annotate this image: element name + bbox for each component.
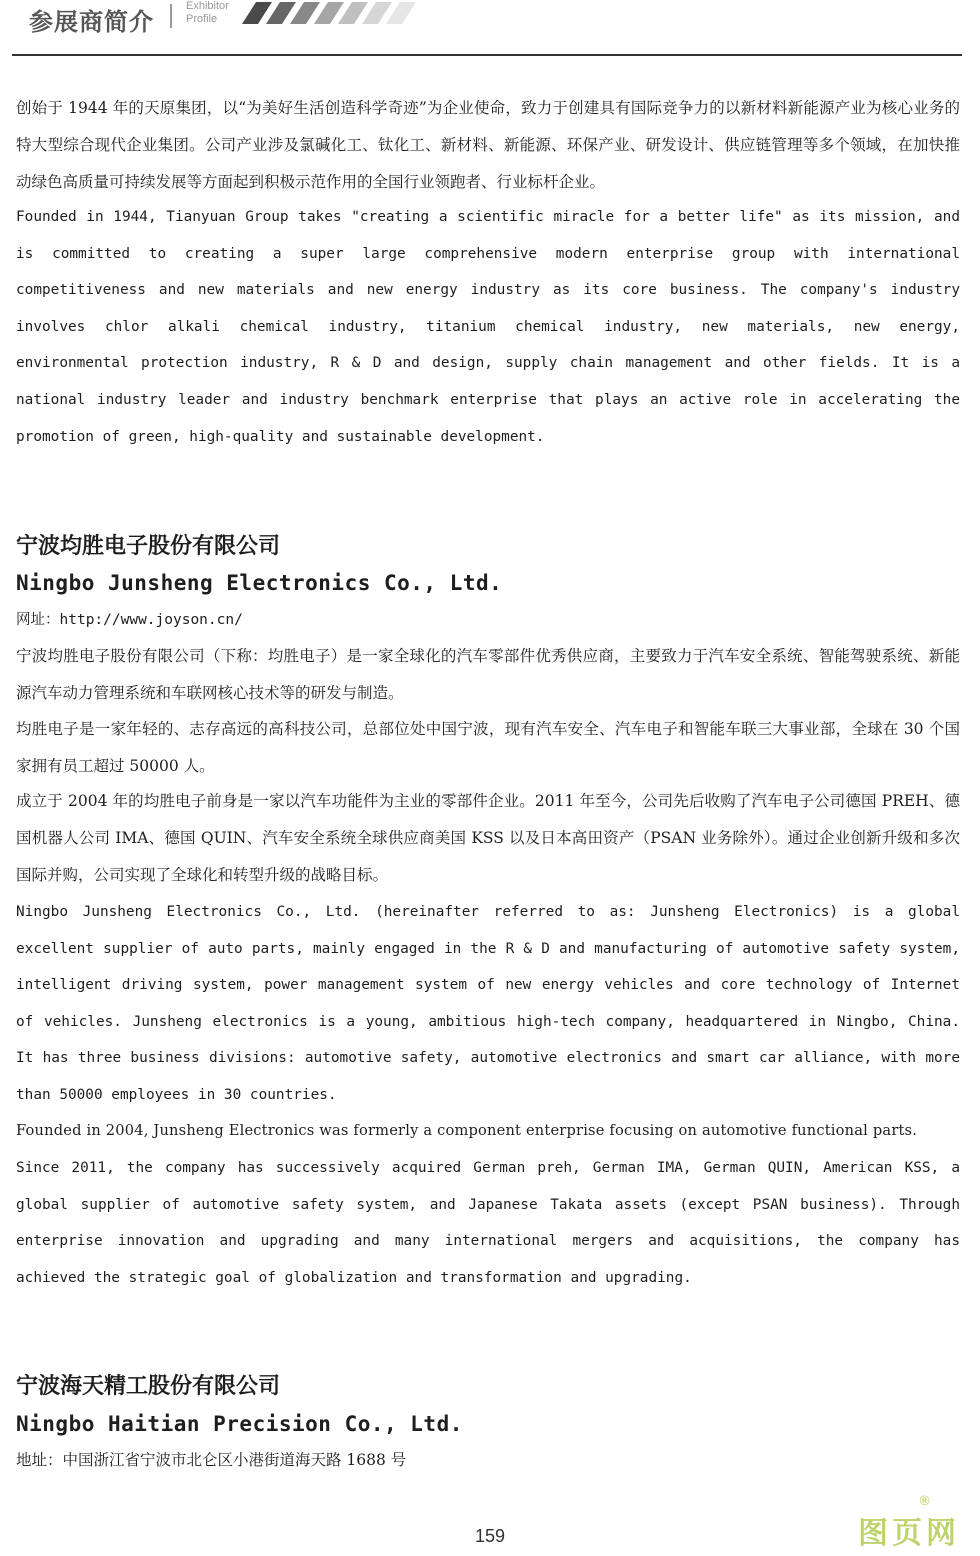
- header-stripes-decoration: [236, 2, 436, 24]
- tianyuan-intro-zh: 创始于 1944 年的天原集团，以“为美好生活创造科学奇迹”为企业使命，致力于创建具有国际竞争力的以新材料新能源产业为核心业务的特大型综合现代企业集团。公司产业涉及氯碱化工、钛化工、新材料、新能源、环保产业、研发设计、供应链管理等多个领域，在加快推动绿色高质量可持续发展等方面起到积极示范作用的全国行业领跑者、行业标杆企业。: [16, 99, 960, 191]
- junsheng-para1-zh: 宁波均胜电子股份有限公司（下称：均胜电子）是一家全球化的汽车零部件优秀供应商，主要致力于汽车安全系统、智能驾驶系统、新能源汽车动力管理系统和车联网核心技术等的研发与制造。: [16, 647, 960, 702]
- company-name-zh: 宁波海天精工股份有限公司: [16, 1373, 281, 1399]
- company-website: 网址：http://www.joyson.cn/: [16, 612, 243, 628]
- subtitle-line-1: Exhibitor: [186, 0, 229, 12]
- page-number: 159: [474, 1526, 506, 1546]
- junsheng-para3-zh: 成立于 2004 年的均胜电子前身是一家以汽车功能件为主业的零部件企业。2011 年至今，公司先后收购了汽车电子公司德国 PREH、德国机器人公司 IMA、德国 QUIN、汽车安全系统全球供应商美国 KSS 以及日本高田资产（PSAN 业务除外）。通过企业创新升级和多次国际并购，公司实现了全球化和转型升级的战略目标。: [16, 792, 960, 884]
- junsheng-para2-zh: 均胜电子是一家年轻的、志存高远的高科技公司，总部位处中国宁波，现有汽车安全、汽车电子和智能车联三大事业部，全球在 30 个国家拥有员工超过 50000 人。: [16, 720, 960, 775]
- watermark-logo: 图页网: [858, 1516, 960, 1551]
- header-divider: [170, 4, 172, 28]
- tianyuan-intro-en: Founded in 1944, Tianyuan Group takes "creating a scientific miracle for a better life" as its mission, and is committed to creating a super large comprehensive modern enterprise group with international competitiveness and new materials and new energy industry as its core business. The company's industry involves chlor alkali chemical industry, titanium chemical industry, new materials, new energy, environmental protection industry, R & D and design, supply chain management and other fields. It is a national industry leader and industry benchmark enterprise that plays an active role in accelerating the promotion of green, high-quality and sustainable development.: [16, 209, 960, 445]
- section-title: 参展商简介: [29, 8, 154, 36]
- subtitle-line-2: Profile: [186, 13, 218, 25]
- junsheng-para2-en: Since 2011, the company has successively acquired German preh, German IMA, German QUIN, American KSS, a global supplier of automotive safety system, and Japanese Takata assets (except PSAN business). Through enterprise innovation and upgrading and many international mergers and acquisitions, the company has achieved the strategic goal of globalization and transformation and upgrading.: [16, 1160, 960, 1286]
- section-subtitle: [186, 0, 229, 26]
- company-name-zh: 宁波均胜电子股份有限公司: [16, 533, 281, 559]
- company-name-en: Ningbo Junsheng Electronics Co., Ltd.: [16, 571, 503, 595]
- company-address: 地址：中国浙江省宁波市北仑区小港街道海天路 1688 号: [16, 1451, 407, 1469]
- watermark-registered-mark: ®: [918, 1494, 931, 1509]
- junsheng-para1-en: Ningbo Junsheng Electronics Co., Ltd. (hereinafter referred to as: Junsheng Electronics) is a global excellent supplier of auto parts, mainly engaged in the R & D and manufacturing of automotive safety system, intelligent driving system, power management system of new energy vehicles and core technology of Internet of vehicles. Junsheng electronics is a young, ambitious high-tech company, headquartered in Ningbo, China. It has three business divisions: automotive safety, automotive electronics and smart car alliance, with more than 50000 employees in 30 countries.: [16, 904, 960, 1103]
- header-rule: [12, 54, 962, 56]
- company-name-en: Ningbo Haitian Precision Co., Ltd.: [16, 1412, 463, 1436]
- page-header: [0, 0, 980, 56]
- junsheng-para2-en-line1: Founded in 2004, Junsheng Electronics was formerly a component enterprise focusing on automotive functional parts.: [16, 1122, 918, 1139]
